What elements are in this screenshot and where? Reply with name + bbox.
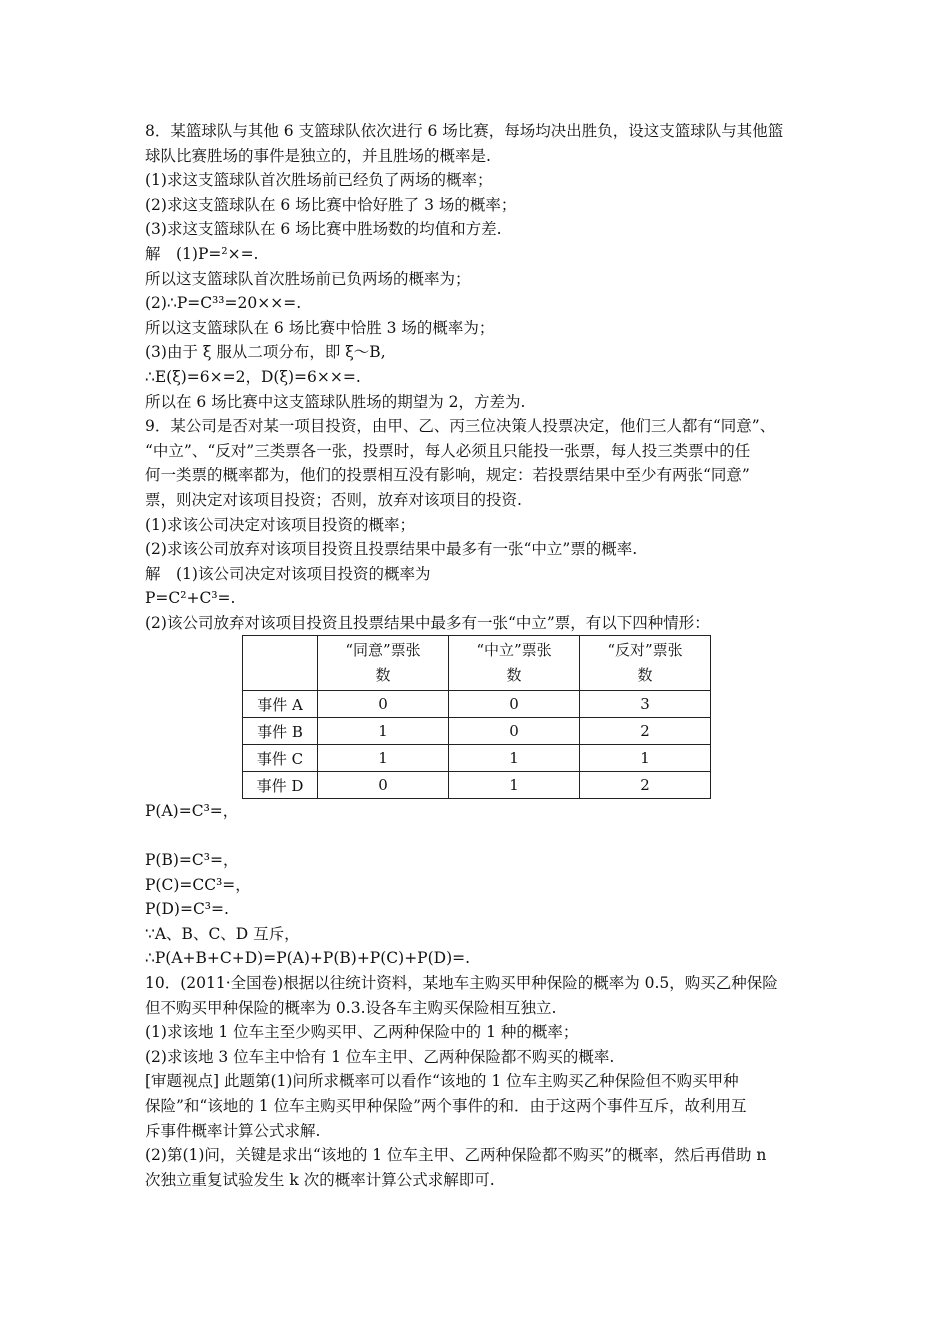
table-cell: 1 (449, 745, 580, 772)
text-line: 票，则决定对该项目投资；否则，放弃对该项目的投资. (145, 490, 522, 509)
text-line: (3)由于 ξ 服从二项分布，即 ξ～B, (145, 343, 386, 362)
table-cell: 1 (318, 718, 449, 745)
table-row (243, 691, 711, 718)
text-line: 8．某篮球队与其他 6 支篮球队依次进行 6 场比赛，每场均决出胜负，设这支篮球队与其他篮 (145, 122, 784, 140)
row-label: 事件 D (243, 772, 318, 799)
vote-table (242, 635, 711, 799)
text-line: (2)∴P=C³³=20××=. (145, 294, 302, 313)
table-cell: 0 (449, 691, 580, 718)
header-oppose: “反对”票张 数 (580, 636, 711, 691)
text-line: 所以这支篮球队在 6 场比赛中恰胜 3 场的概率为； (145, 318, 495, 337)
text-line: (2)第(1)问，关键是求出“该地的 1 位车主甲、乙两种保险都不购买”的概率，然后再借助 n (145, 1146, 767, 1165)
text-line: 所以这支篮球队首次胜场前已负两场的概率为； (145, 269, 471, 288)
text-line: “中立”、“反对”三类票各一张，投票时，每人必须且只能投一张票，每人投三类票中的任 (145, 441, 751, 460)
text-line: P=C²+C³=. (145, 589, 236, 608)
text-line: 9．某公司是否对某一项目投资，由甲、乙、丙三位决策人投票决定，他们三人都有“同意”、 (145, 417, 776, 436)
text-line: (2)该公司放弃对该项目投资且投票结果中最多有一张“中立”票，有以下四种情形： (145, 613, 710, 632)
problem-text-bottom (145, 848, 825, 1192)
row-label: 事件 B (243, 718, 318, 745)
problem-text-top (145, 119, 825, 635)
text-line: P(D)=C³=. (145, 900, 229, 919)
text-line: 10．(2011·全国卷)根据以往统计资料，某地车主购买甲种保险的概率为 0.5，购买乙种保险 (145, 974, 778, 993)
text-line: 斥事件概率计算公式求解. (145, 1121, 321, 1140)
table-cell: 0 (449, 718, 580, 745)
text-line: 解 (1)P=²×=. (145, 244, 259, 263)
text-line: 次独立重复试验发生 k 次的概率计算公式求解即可. (145, 1170, 495, 1189)
header-agree: “同意”票张 数 (318, 636, 449, 691)
table-corner-cell (243, 636, 318, 691)
text-line: 但不购买甲种保险的概率为 0.3.设各车主购买保险相互独立. (145, 998, 557, 1017)
row-label: 事件 A (243, 691, 318, 718)
header-neutral: “中立”票张 数 (449, 636, 580, 691)
text-line: 何一类票的概率都为，他们的投票相互没有影响，规定：若投票结果中至少有两张“同意” (145, 466, 750, 485)
text-line: (2)求该公司放弃对该项目投资且投票结果中最多有一张“中立”票的概率. (145, 540, 638, 559)
row-label: 事件 C (243, 745, 318, 772)
text-line: (1)求该公司决定对该项目投资的概率； (145, 515, 415, 534)
text-line: (1)求这支篮球队首次胜场前已经负了两场的概率； (145, 171, 493, 190)
text-line: ∴P(A+B+C+D)=P(A)+P(B)+P(C)+P(D)=. (145, 949, 471, 968)
table-header-row (243, 636, 711, 691)
text-line: (3)求这支篮球队在 6 场比赛中胜场数的均值和方差. (145, 220, 502, 239)
blank-gap (145, 824, 825, 848)
text-line: P(C)=CC³=， (145, 875, 251, 894)
table-row (243, 772, 711, 799)
table-row (243, 745, 711, 772)
table-cell: 2 (580, 718, 711, 745)
text-line: (2)求这支篮球队在 6 场比赛中恰好胜了 3 场的概率； (145, 195, 517, 214)
text-line: 保险”和“该地的 1 位车主购买甲种保险”两个事件的和．由于这两个事件互斥，故利用互 (145, 1097, 747, 1115)
table-row (243, 718, 711, 745)
table-cell: 3 (580, 691, 711, 718)
table-cell: 0 (318, 691, 449, 718)
text-line: ∴E(ξ)=6×=2，D(ξ)=6××=. (145, 367, 361, 386)
text-line: [审题视点] 此题第(1)问所求概率可以看作“该地的 1 位车主购买乙种保险但不购买甲种 (145, 1072, 739, 1091)
text-line: 球队比赛胜场的事件是独立的，并且胜场的概率是. (145, 146, 491, 165)
formula-pa: P(A)=C³=， (145, 802, 239, 821)
table-cell: 1 (580, 745, 711, 772)
text-line: 解 (1)该公司决定对该项目投资的概率为 (145, 564, 431, 583)
text-line: (2)求该地 3 位车主中恰有 1 位车主甲、乙两种保险都不购买的概率. (145, 1047, 615, 1066)
text-line: 所以在 6 场比赛中这支篮球队胜场的期望为 2，方差为. (145, 392, 526, 411)
table-cell: 1 (318, 745, 449, 772)
text-line: ∵A、B、C、D 互斥， (145, 924, 300, 943)
document-page (145, 119, 825, 1192)
table-cell: 2 (580, 772, 711, 799)
text-line: P(B)=C³=， (145, 851, 239, 870)
table-cell: 1 (449, 772, 580, 799)
table-cell: 0 (318, 772, 449, 799)
text-line: (1)求该地 1 位车主至少购买甲、乙两种保险中的 1 种的概率； (145, 1023, 579, 1042)
